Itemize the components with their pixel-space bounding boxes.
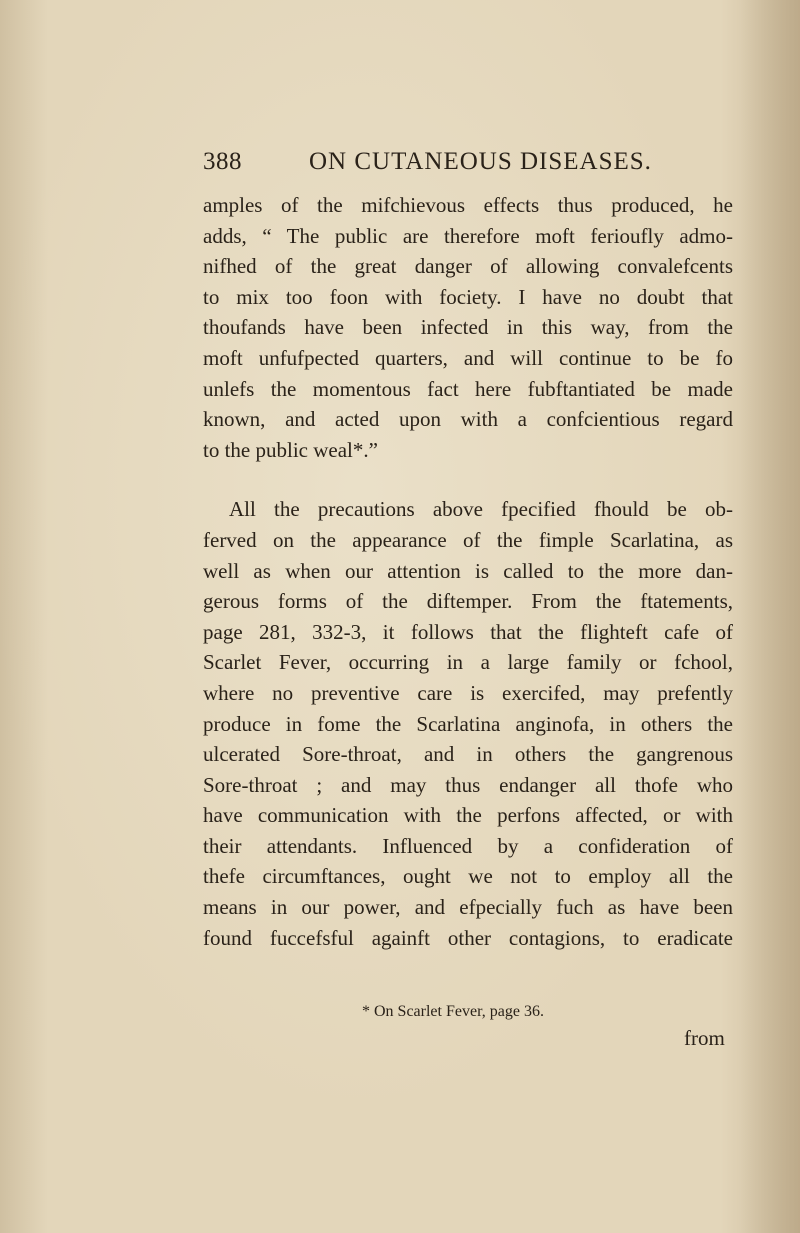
text-line: produce in fome the Scarlatina anginofa, in others the	[203, 711, 733, 736]
text-line: adds, “ The public are therefore moft ferioufly admo-	[203, 223, 733, 248]
text-line: gerous forms of the diftemper. From the ftatements,	[203, 589, 733, 614]
text-line: nifhed of the great danger of allowing convalefcents	[203, 254, 733, 279]
text-line: ferved on the appearance of the fimple Scarlatina, as	[203, 527, 733, 552]
text-line: moft unfufpected quarters, and will continue to be fo	[203, 345, 733, 370]
text-line: to the public weal*.”	[203, 437, 378, 462]
text-line: thefe circumftances, ought we not to employ all the	[203, 864, 733, 889]
text-line: Scarlet Fever, occurring in a large family or fchool,	[203, 650, 733, 675]
text-line: thoufands have been infected in this way, from the	[203, 315, 733, 340]
text-line: amples of the mifchievous effects thus produced, he	[203, 193, 733, 217]
text-line: their attendants. Influenced by a confideration of	[203, 833, 733, 858]
binding-shadow	[740, 0, 800, 1233]
text-line: known, and acted upon with a confcientious regard	[203, 407, 733, 432]
paragraph-2	[203, 494, 733, 953]
text-line: to mix too foon with fociety. I have no doubt that	[203, 284, 733, 309]
catchword: from	[684, 1026, 725, 1050]
footnote: * On Scarlet Fever, page 36.	[362, 1003, 544, 1020]
text-line: where no preventive care is exercifed, may prefently	[203, 680, 733, 705]
text-line: have communication with the perfons affected, or with	[203, 803, 733, 828]
text-line: unlefs the momentous fact here fubftantiated be made	[203, 376, 733, 401]
paragraph-1	[203, 190, 733, 465]
page-number: 388	[203, 148, 242, 175]
text-line: page 281, 332-3, it follows that the flighteft cafe of	[203, 619, 733, 644]
paragraph-gap	[203, 465, 733, 494]
body-text	[203, 190, 733, 953]
text-line: ulcerated Sore-throat, and in others the gangrenous	[203, 742, 733, 767]
text-line: All the precautions above fpecified fhould be ob-	[229, 497, 733, 522]
running-head	[203, 148, 733, 180]
text-line: Sore-throat ; and may thus endanger all thofe who	[203, 772, 733, 797]
page-title: ON CUTANEOUS DISEASES.	[309, 148, 652, 175]
text-line: means in our power, and efpecially fuch as have been	[203, 895, 733, 920]
text-line: well as when our attention is called to the more dan-	[203, 558, 733, 583]
text-line: found fuccefsful againft other contagions, to eradicate	[203, 925, 733, 950]
